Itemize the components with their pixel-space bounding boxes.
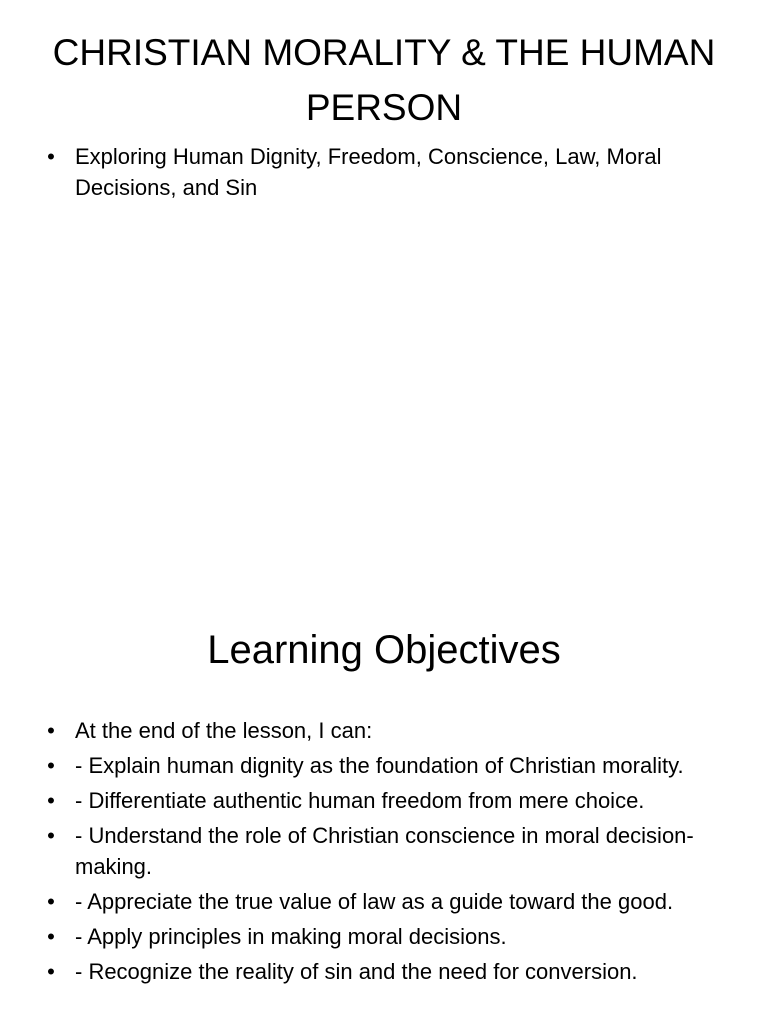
bullet-text: - Appreciate the true value of law as a guide toward the good.	[75, 889, 674, 914]
bullet-item	[0, 785, 768, 816]
bullet-list	[0, 715, 768, 991]
bullet-item	[0, 820, 768, 882]
bullet-text: - Recognize the reality of sin and the need for conversion.	[75, 959, 638, 984]
bullet-list	[0, 141, 768, 207]
bullet-item	[0, 750, 768, 781]
slide-2	[0, 512, 768, 1024]
bullet-text: At the end of the lesson, I can:	[75, 718, 373, 743]
bullet-text: Exploring Human Dignity, Freedom, Conscience, Law, Moral Decisions, and Sin	[75, 144, 662, 200]
bullet-text: - Explain human dignity as the foundation of Christian morality.	[75, 753, 684, 778]
bullet-icon: •	[47, 924, 55, 949]
bullet-icon: •	[47, 889, 55, 914]
bullet-item	[0, 921, 768, 952]
bullet-icon: •	[47, 718, 55, 743]
bullet-icon: •	[47, 823, 55, 848]
bullet-item	[0, 715, 768, 746]
bullet-text: - Apply principles in making moral decisions.	[75, 924, 507, 949]
bullet-item	[0, 956, 768, 987]
bullet-icon: •	[47, 753, 55, 778]
slide-title: CHRISTIAN MORALITY & THE HUMAN PERSON	[52, 32, 716, 128]
bullet-icon: •	[47, 144, 55, 169]
bullet-icon: •	[47, 959, 55, 984]
bullet-text: - Understand the role of Christian conscience in moral decision-making.	[75, 823, 694, 879]
bullet-icon: •	[47, 788, 55, 813]
bullet-item	[0, 141, 768, 203]
slide-title: Learning Objectives	[207, 628, 561, 672]
bullet-text: - Differentiate authentic human freedom from mere choice.	[75, 788, 645, 813]
bullet-item	[0, 886, 768, 917]
